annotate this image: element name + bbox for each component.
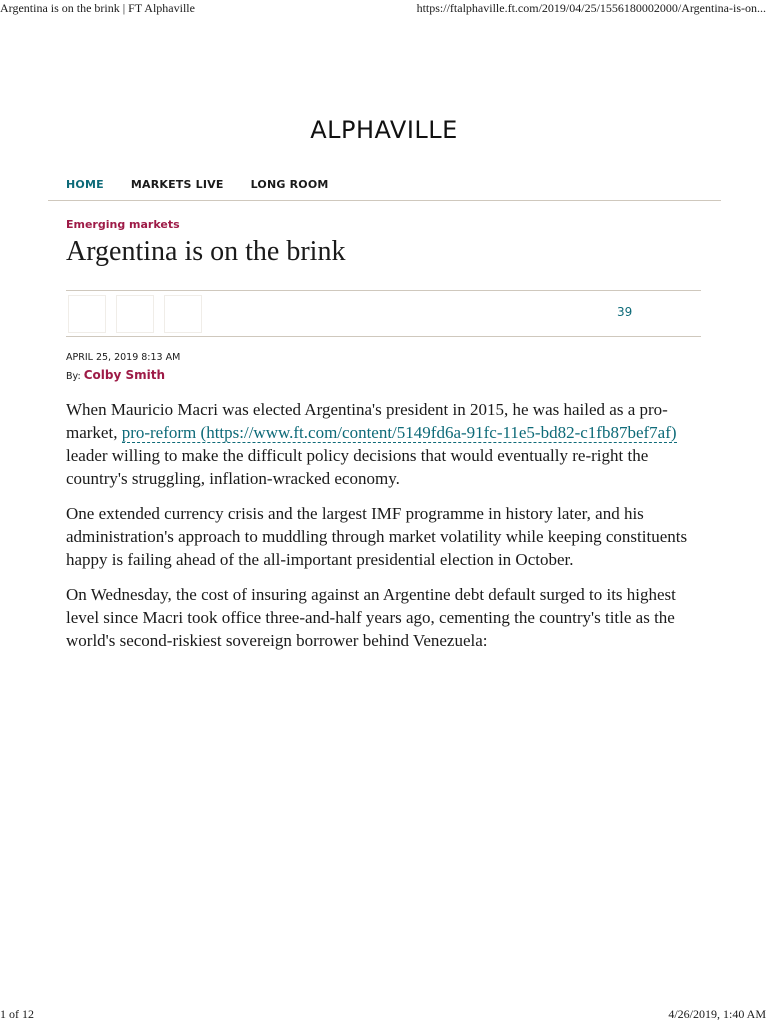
byline [66,368,165,382]
paragraph-1 [66,398,706,490]
paragraph-1-text-before: When Mauricio Macri was elected Argentina's president in 2015, he was hailed as a pro-market, [66,400,668,442]
print-header-url: https://ftalphaville.ft.com/2019/04/25/1556180002000/Argentina-is-on... [416,1,766,15]
article-headline: Argentina is on the brink [66,236,346,267]
share-bar-bottom-divider [66,336,701,337]
share-bar-top-divider [66,290,701,291]
section-tag[interactable]: Emerging markets [66,218,180,231]
share-button-1[interactable] [68,295,106,333]
nav-item-markets-live[interactable]: MARKETS LIVE [130,178,224,191]
paragraph-3: On Wednesday, the cost of insuring against an Argentine debt default surged to its highest level since Macri took office three-and-half years ago, cementing the country's title as the world's second-riskiest sovereign borrower behind Venezuela: [66,585,676,650]
byline-label: By: [66,371,81,382]
print-footer-timestamp: 4/26/2019, 1:40 AM [668,1007,766,1021]
comment-count[interactable]: 39 [617,305,633,319]
share-button-3[interactable] [164,295,202,333]
print-footer-page: 1 of 12 [0,1007,34,1021]
nav-item-long-room[interactable]: LONG ROOM [250,178,329,191]
nav-divider [48,200,721,201]
paragraph-2: One extended currency crisis and the largest IMF programme in history later, and his administration's approach to muddling through market volatility while keeping constituents happy is failing ahead of the all-important presidential election in October. [66,504,688,569]
main-nav [66,178,329,191]
article-date: APRIL 25, 2019 8:13 AM [66,352,181,363]
author-link[interactable]: Colby Smith [83,368,165,382]
article-body [66,398,706,664]
print-header-title: Argentina is on the brink | FT Alphaville [0,1,195,15]
share-button-2[interactable] [116,295,154,333]
nav-item-home[interactable]: HOME [66,178,104,191]
site-logo[interactable]: ALPHAVILLE [310,116,458,144]
paragraph-1-text-after: leader willing to make the difficult policy decisions that would eventually re-right the country's struggling, inflation-wracked economy. [66,446,649,488]
pro-reform-link[interactable]: pro-reform (https://www.ft.com/content/5149fd6a-91fc-11e5-bd82-c1fb87bef7af) [121,423,677,442]
